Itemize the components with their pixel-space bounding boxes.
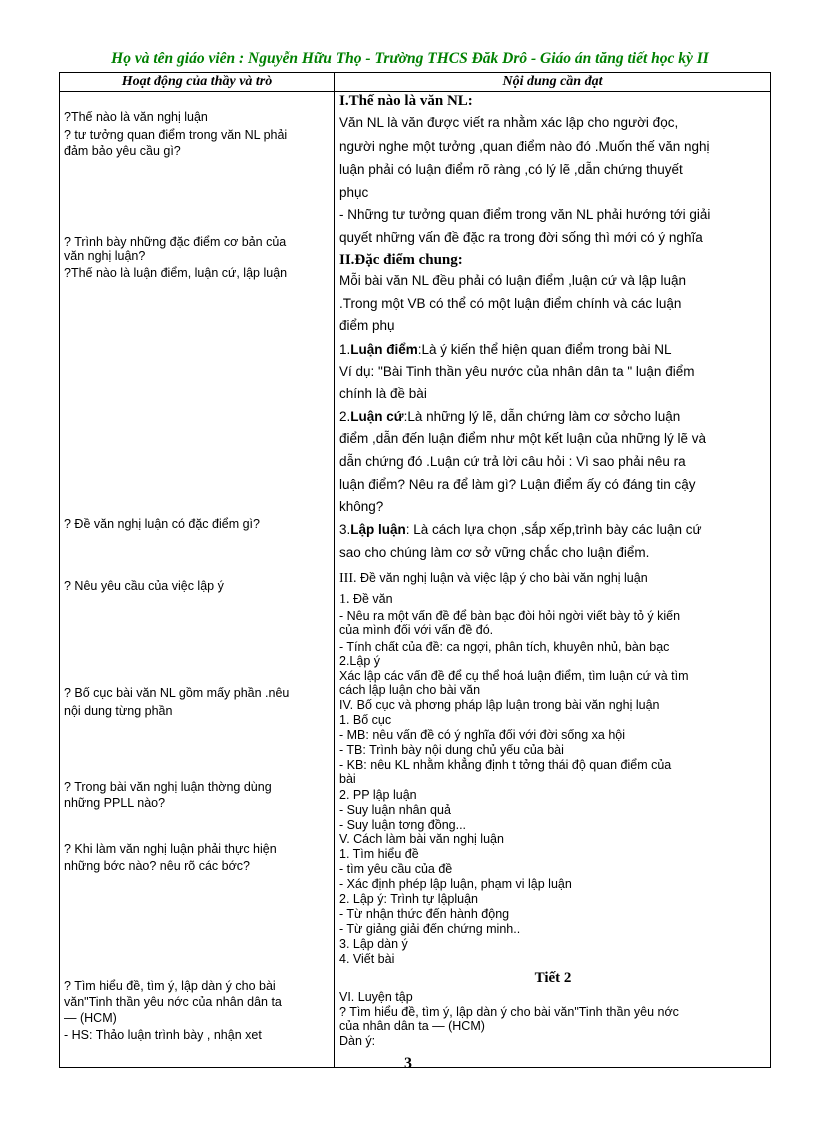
text-line: điểm phụ — [339, 318, 395, 333]
text-line: bài — [339, 772, 356, 786]
text-line: luận phải có luận điểm rõ ràng ,có lý lẽ ,dẫn chứng thuyết — [339, 162, 683, 177]
activities-column — [60, 92, 334, 1067]
text-line: cách lập luận cho bài văn — [339, 683, 481, 697]
text-line: Xác lập các vấn đề để cụ thể hoá luận điểm, tìm luận cứ và tìm — [339, 669, 689, 683]
question-1: ?Thế nào là văn nghị luận — [64, 110, 208, 124]
term-luan-diem: 1.Luận điểm:Là ý kiến thể hiện quan điểm trong bài NL — [339, 342, 672, 357]
lesson-table — [59, 72, 771, 1068]
text-line: điểm ,dẫn đến luận điểm như một kết luận của những lý lẽ và — [339, 431, 707, 446]
text-line: - Tính chất của đề: ca ngợi, phân tích, khuyên nhủ, bàn bạc — [339, 640, 670, 654]
text-line: của nhân dân ta — (HCM) — [339, 1019, 485, 1033]
text-line: - Nêu ra một vấn đề để bàn bạc đòi hỏi ngời viết bày tỏ ý kiến — [339, 609, 681, 623]
text-line: - Từ nhận thức đến hành động — [339, 907, 510, 921]
subsection: 1. Bố cục — [339, 713, 392, 727]
text-line: luận điểm? Nêu ra để làm gì? Luận điểm ấy có đáng tin cậy — [339, 477, 696, 492]
question-2-line3: ?Thế nào là luận điểm, luận cứ, lập luận — [64, 266, 288, 280]
section-4-title: IV. Bố cục và phơng pháp lập luận trong bài văn nghị luận — [339, 698, 660, 712]
section-2-title: II.Đặc điểm chung: — [339, 252, 463, 268]
text-line: của mình đối với vấn đề đó. — [339, 623, 494, 637]
text-line: - Từ giảng giải đến chứng minh.. — [339, 922, 521, 936]
question-5: ? Bố cục bài văn NL gồm mấy phần .nêu — [64, 686, 290, 700]
text-line: Ví dụ: "Bài Tinh thần yêu nước của nhân dân ta " luận điểm — [339, 364, 695, 379]
subsection: 1. Tìm hiểu đề — [339, 847, 419, 861]
page-number: 3 — [404, 1055, 412, 1072]
column-header-content: Nội dung cần đạt — [335, 73, 771, 92]
question-2-line2: văn nghị luận? — [64, 249, 146, 263]
question-3: ? Đề văn nghị luận có đặc điểm gì? — [64, 517, 260, 531]
subsection: 2.Lập ý — [339, 654, 381, 668]
text-line: Dàn ý: — [339, 1034, 376, 1048]
text-line: sao cho chúng làm cơ sở vững chắc cho luận điểm. — [339, 545, 650, 560]
subsection: 1. Đề văn — [339, 592, 393, 607]
text-line: - Suy luận nhân quả — [339, 803, 451, 817]
text-line: - TB: Trình bày nội dung chủ yếu của bài — [339, 743, 564, 757]
text-line: chính là đề bài — [339, 386, 427, 401]
text-line: - Những tư tưởng quan điểm trong văn NL phải hướng tới giải — [339, 207, 711, 222]
text-line: .Trong một VB có thể có một luận điểm chính và các luận — [339, 296, 682, 311]
question-8-line2: văn"Tinh thần yêu nớc của nhân dân ta — [64, 995, 282, 1009]
section-5-title: V. Cách làm bài văn nghị luận — [339, 832, 504, 846]
text-line: phục — [339, 185, 369, 200]
text-line: Văn NL là văn được viết ra nhằm xác lập cho người đọc, — [339, 115, 679, 130]
text-line: - KB: nêu KL nhằm khẳng định t tởng thái độ quan điểm của — [339, 758, 672, 772]
question-6: ? Trong bài văn nghị luận thờng dùng — [64, 780, 272, 794]
column-header-activities: Hoạt động của thầy và trò — [60, 73, 335, 92]
text-line: ? Tìm hiểu đề, tìm ý, lập dàn ý cho bài văn"Tinh thần yêu nớc — [339, 1005, 679, 1019]
question-7-line2: những bớc nào? nêu rõ các bớc? — [64, 859, 250, 873]
text-line: không? — [339, 499, 384, 514]
question-1-line2: ? tư tưởng quan điểm trong văn NL phải — [64, 128, 288, 142]
lesson-2-heading: Tiết 2 — [534, 970, 572, 986]
subsection: 3. Lập dàn ý — [339, 937, 408, 951]
term-lap-luan: 3.Lập luận: Là cách lựa chọn ,sắp xếp,trình bày các luận cứ — [339, 522, 702, 537]
text-line: quyết những vấn đề đặc ra trong đời sống thì mới có ý nghĩa — [339, 230, 703, 245]
section-1-title: I.Thế nào là văn NL: — [339, 93, 473, 109]
subsection: 4. Viết bài — [339, 952, 395, 966]
text-line: - MB: nêu vấn đề có ý nghĩa đối với đời sống xa hội — [339, 728, 625, 742]
question-2: ? Trình bày những đặc điểm cơ bản của — [64, 235, 287, 249]
question-5-line2: nội dung từng phần — [64, 704, 173, 718]
text-line: dẫn chứng đó .Luận cứ trả lời câu hỏi : Vì sao phải nêu ra — [339, 454, 686, 469]
term-luan-cu: 2.Luận cứ:Là những lý lẽ, dẫn chứng làm cơ sởcho luận — [339, 409, 681, 424]
question-8: ? Tìm hiểu đề, tìm ý, lập dàn ý cho bài — [64, 979, 276, 993]
content-column — [335, 92, 770, 1067]
question-1-line3: đảm bảo yêu cầu gì? — [64, 144, 181, 158]
question-8-line4: - HS: Thảo luận trình bày , nhận xet — [64, 1028, 262, 1042]
text-line: - tìm yêu cầu của đề — [339, 862, 453, 876]
question-8-line3: — (HCM) — [64, 1011, 117, 1025]
question-4: ? Nêu yêu cầu của việc lập ý — [64, 579, 224, 593]
subsection: 2. PP lập luận — [339, 788, 417, 802]
page-header: Họ và tên giáo viên : Nguyễn Hữu Thọ - Trường THCS Đăk Drô - Giáo án tăng tiết học kỳ II — [111, 50, 709, 67]
section-3-title: III. Đề văn nghị luận và việc lập ý cho bài văn nghị luận — [339, 571, 648, 586]
text-line: - Suy luận tơng đồng... — [339, 818, 467, 832]
question-7: ? Khi làm văn nghị luận phải thực hiện — [64, 842, 277, 856]
text-line: Mỗi bài văn NL đều phải có luận điểm ,luận cứ và lập luận — [339, 273, 686, 288]
section-6-title: VI. Luyện tập — [339, 990, 413, 1004]
text-line: - Xác định phép lập luận, phạm vi lập luận — [339, 877, 572, 891]
question-6-line2: những PPLL nào? — [64, 796, 166, 810]
text-line: người nghe một tưởng ,quan điểm nào đó .Muốn thế văn nghị — [339, 139, 710, 154]
subsection: 2. Lập ý: Trình tự lậpluận — [339, 892, 479, 906]
